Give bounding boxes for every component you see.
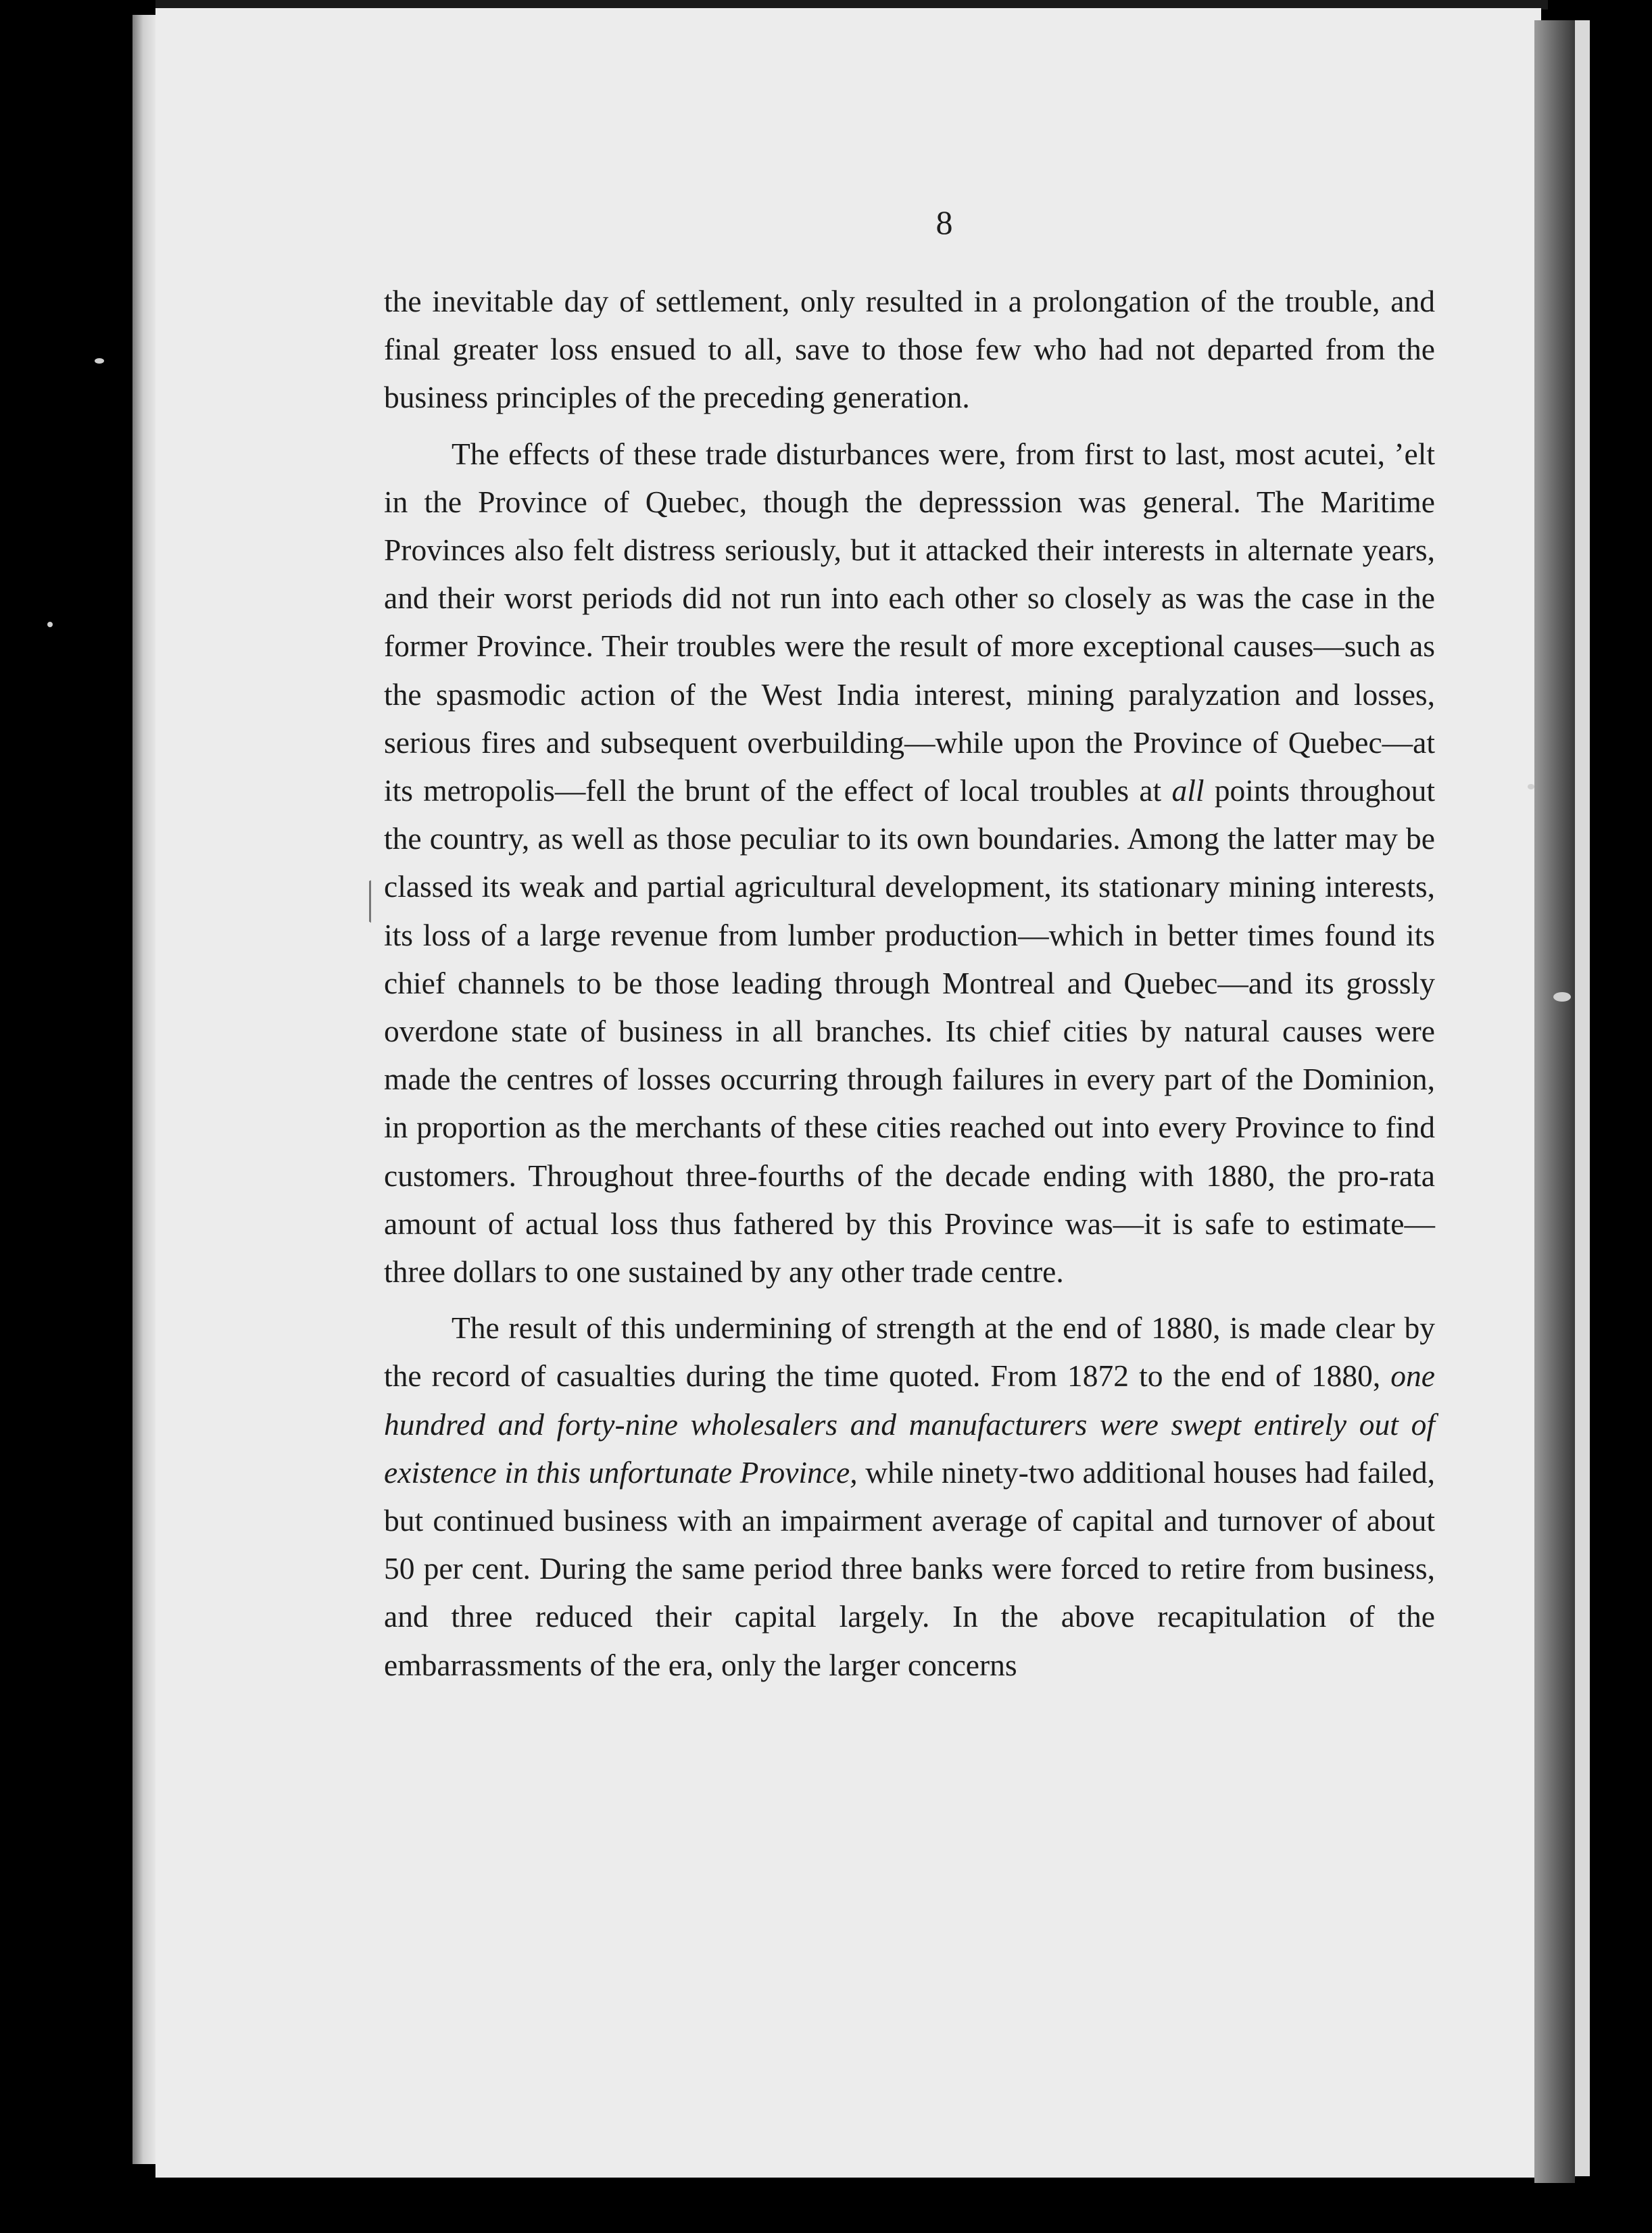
dust-speck [95,358,104,364]
italic-text: all [1171,773,1205,808]
page-number: 8 [936,203,953,241]
dust-speck [1528,784,1534,789]
page-gutter-shadow [1534,20,1575,2183]
paragraph [384,430,1435,1296]
facing-page-edge [1575,20,1590,2176]
paragraph [384,277,1435,422]
text-run: while ninety-two additional houses had failed, but continued business with an impairment average of capital and turnover of about 50 per cent. During the same period three banks were forced to retire from business, and three reduced their capital largely. In the above recapitulation of the embarrassments of the era, only the larger concerns [384,1454,1435,1682]
dust-speck [1553,992,1571,1002]
text-run: The effects of these trade disturbances were, from first to last, most acutei, ʼelt in the Province of Quebec, though the depresssion was general. The Maritime Provinces also felt distress seriously, but it attacked their interests in alternate years, and their worst periods did not run into each other so closely as was the case in the former Province. Their troubles were the result of more exceptional causes—such as the spasmodic action of the West India interest, mining paralyzation and losses, serious fires and subsequent overbuilding—while upon the Province of Quebec—at its metropolis—fell the brunt of the effect of local troubles at [384,436,1435,808]
text-run: the inevitable day of settlement, only resulted in a prolongation of the trouble, and final greater loss ensued to all, save to those few who had not departed from the business principles of the preceding generation. [384,284,1435,415]
body-text [384,277,1435,1697]
text-run: The result of this undermining of strength at the end of 1880, is made clear by the record of casualties during the time quoted. From 1872 to the end of 1880, [384,1310,1435,1394]
paragraph [384,1304,1435,1689]
text-run: points throughout the country, as well as those peculiar to its own boundaries. Among the latter may be classed its weak and partial agricultural development, its stationary mining interests, its loss of a large revenue from lumber production—which in better times found its chief channels to be those leading through Montreal and Quebec—and its grossly overdone state of business in all branches. Its chief cities by natural causes were made the centres of losses occurring through failures in every part of the Dominion, in proportion as the merchants of these cities reached out into every Province to find customers. Throughout three-fourths of the decade ending with 1880, the pro-rata amount of actual loss thus fathered by this Province was—it is safe to estimate—three dollars to one sustained by any other trade centre. [384,773,1435,1290]
italic-text: one hundred and forty-nine wholesalers and manufacturers were swept entirely out of existence in this unfortunate Province, [384,1358,1435,1490]
dust-speck [47,622,53,627]
